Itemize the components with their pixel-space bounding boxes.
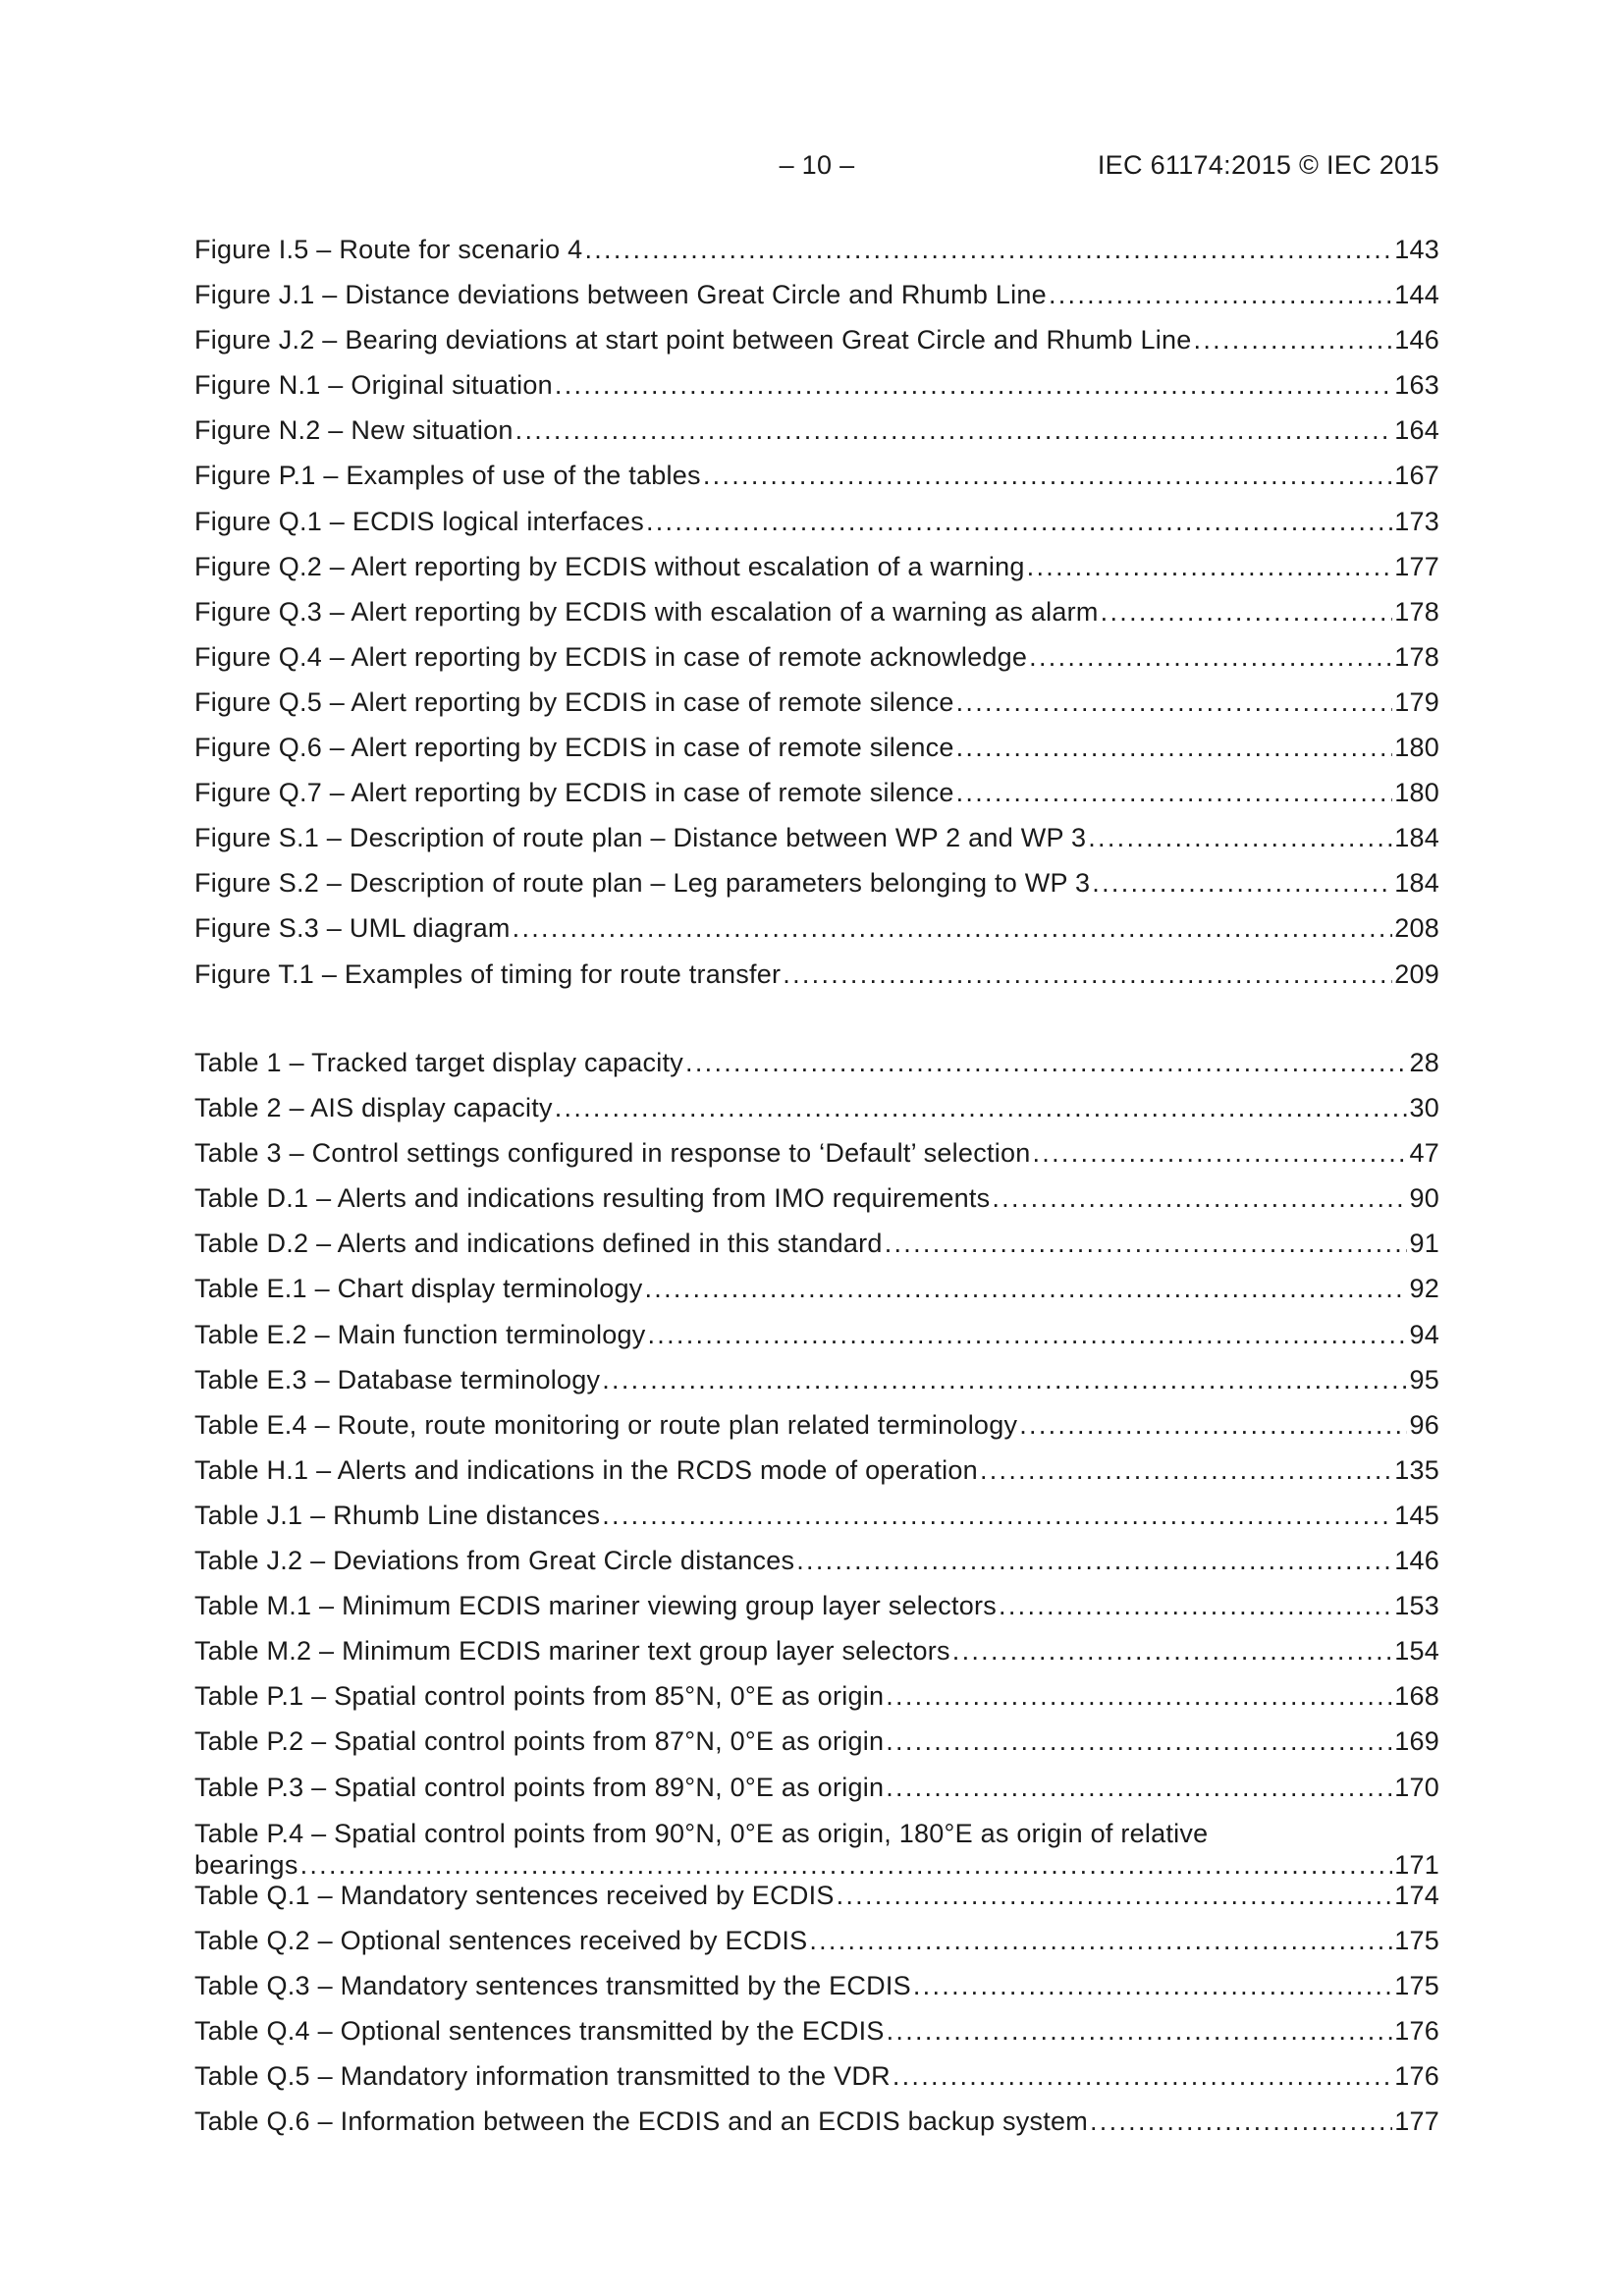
toc-entry[interactable]: [194, 823, 1439, 868]
toc-entry[interactable]: [194, 597, 1439, 642]
toc-entry[interactable]: [194, 1881, 1439, 1926]
toc-entry-label: Table H.1 – Alerts and indications in the RCDS mode of operation: [194, 1454, 978, 1485]
dot-leader: [602, 1365, 1407, 1395]
dot-leader: [886, 1726, 1392, 1757]
toc-entry[interactable]: [194, 1818, 1439, 1881]
toc-entry-page: 30: [1409, 1093, 1439, 1123]
toc-entry-label: Table E.1 – Chart display terminology: [194, 1274, 643, 1304]
toc-entry-label: Table D.2 – Alerts and indications defined in this standard: [194, 1229, 883, 1259]
dot-leader: [886, 1773, 1392, 1803]
dot-leader: [887, 2016, 1393, 2047]
toc-entry[interactable]: [194, 415, 1439, 461]
list-of-figures: [194, 235, 1439, 1005]
toc-entry[interactable]: [194, 1926, 1439, 1971]
document-reference: IEC 61174:2015 © IEC 2015: [1097, 150, 1439, 180]
dot-leader: [952, 1636, 1392, 1667]
toc-entry-page: 47: [1409, 1138, 1439, 1169]
dot-leader: [513, 913, 1393, 944]
toc-entry-page: 178: [1394, 596, 1439, 627]
dot-leader: [783, 959, 1392, 990]
toc-entry-page: 95: [1409, 1364, 1439, 1394]
toc-entry-label: Table 3 – Control settings configured in response to ‘Default’ selection: [194, 1138, 1031, 1169]
dot-leader: [956, 687, 1393, 718]
dot-leader: [685, 1048, 1407, 1078]
toc-entry-label: Figure Q.4 – Alert reporting by ECDIS in case of remote acknowledge: [194, 641, 1028, 672]
toc-entry-page: 174: [1394, 1880, 1439, 1910]
dot-leader: [555, 370, 1392, 401]
toc-entry-label: Figure S.2 – Description of route plan – Leg parameters belonging to WP 3: [194, 868, 1091, 899]
toc-entry[interactable]: [194, 733, 1439, 778]
toc-entry-page: 208: [1394, 913, 1439, 944]
dot-leader: [885, 1229, 1408, 1259]
toc-entry-label: Table Q.6 – Information between the ECDIS and an ECDIS backup system: [194, 2106, 1088, 2137]
toc-entry[interactable]: [194, 1365, 1439, 1410]
toc-entry[interactable]: [194, 1971, 1439, 2016]
toc-entry-label: Figure Q.5 – Alert reporting by ECDIS in case of remote silence: [194, 686, 954, 717]
toc-entry-label: Figure Q.1 – ECDIS logical interfaces: [194, 506, 644, 536]
toc-entry-page: 167: [1394, 461, 1439, 491]
toc-entry-page: 144: [1394, 280, 1439, 310]
dot-leader: [644, 1274, 1407, 1304]
toc-entry[interactable]: [194, 1501, 1439, 1546]
toc-entry[interactable]: [194, 1773, 1439, 1818]
toc-entry-label: Figure N.1 – Original situation: [194, 370, 553, 401]
toc-entry-page: 209: [1394, 958, 1439, 989]
dot-leader: [602, 1501, 1392, 1531]
dot-leader: [837, 1881, 1393, 1911]
toc-entry-page: 143: [1394, 235, 1439, 264]
toc-entry-page: 146: [1394, 1546, 1439, 1576]
dot-leader: [555, 1093, 1408, 1123]
toc-entry-page: 180: [1394, 778, 1439, 808]
toc-entry-label: Table E.2 – Main function terminology: [194, 1319, 646, 1349]
toc-entry-page: 176: [1394, 2060, 1439, 2091]
toc-entry-label: Figure J.2 – Bearing deviations at start point between Great Circle and Rhumb Line: [194, 325, 1192, 355]
toc-entry[interactable]: [194, 1048, 1439, 1093]
toc-entry[interactable]: [194, 1229, 1439, 1274]
toc-entry-label: Table P.3 – Spatial control points from 89°N, 0°E as origin: [194, 1772, 885, 1802]
toc-entry[interactable]: [194, 1726, 1439, 1772]
toc-entry[interactable]: [194, 461, 1439, 506]
toc-entry-page: 146: [1394, 325, 1439, 355]
toc-entry[interactable]: [194, 1093, 1439, 1138]
toc-entry-label: Table P.4 – Spatial control points from 90°N, 0°E as origin, 180°E as origin of relative: [194, 1818, 1209, 1848]
toc-entry-page: 28: [1409, 1048, 1439, 1077]
toc-entry[interactable]: [194, 2106, 1439, 2152]
toc-entry-label: Figure T.1 – Examples of timing for route transfer: [194, 958, 782, 989]
toc-entry-label: Figure S.1 – Description of route plan – Distance between WP 2 and WP 3: [194, 823, 1087, 853]
toc-entry[interactable]: [194, 2061, 1439, 2106]
dot-leader: [515, 415, 1393, 446]
toc-entry[interactable]: [194, 1681, 1439, 1726]
toc-entry-page: 171: [1394, 1849, 1439, 1880]
toc-entry[interactable]: [194, 235, 1439, 280]
toc-entry-label: Figure N.2 – New situation: [194, 415, 514, 446]
toc-entry[interactable]: [194, 1636, 1439, 1681]
toc-entry-label: Figure J.1 – Distance deviations between Great Circle and Rhumb Line: [194, 280, 1047, 310]
toc-entry-label: Table Q.3 – Mandatory sentences transmitted by the ECDIS: [194, 1970, 911, 2000]
dot-leader: [809, 1926, 1392, 1956]
dot-leader: [1194, 325, 1393, 355]
toc-entry-label: Figure Q.7 – Alert reporting by ECDIS in case of remote silence: [194, 778, 954, 808]
toc-entry-label: Figure S.3 – UML diagram: [194, 913, 511, 944]
dot-leader: [956, 733, 1393, 763]
toc-entry[interactable]: [194, 370, 1439, 415]
list-of-tables: [194, 1048, 1439, 2152]
toc-entry-page: 177: [1394, 551, 1439, 581]
toc-entry-page: 164: [1394, 415, 1439, 446]
toc-entry-page: 145: [1394, 1500, 1439, 1530]
dot-leader: [1029, 642, 1392, 673]
toc-entry[interactable]: [194, 1546, 1439, 1591]
toc-entry-label: Table 1 – Tracked target display capacity: [194, 1048, 684, 1077]
dot-leader: [886, 1681, 1392, 1712]
toc-entry-label: Table 2 – AIS display capacity: [194, 1093, 553, 1123]
dot-leader: [1027, 552, 1393, 582]
toc-entry-label: Table D.1 – Alerts and indications resulting from IMO requirements: [194, 1183, 991, 1214]
toc-entry-page: 184: [1394, 868, 1439, 899]
dot-leader: [980, 1455, 1392, 1486]
toc-entry-page: 153: [1394, 1591, 1439, 1621]
dot-leader: [646, 507, 1392, 537]
toc-entry[interactable]: [194, 778, 1439, 823]
toc-entry[interactable]: [194, 1455, 1439, 1501]
toc-entry-page: 184: [1394, 823, 1439, 853]
toc-entry-label: Figure I.5 – Route for scenario 4: [194, 235, 583, 264]
toc-entry[interactable]: [194, 507, 1439, 552]
toc-entry-label: Table M.2 – Minimum ECDIS mariner text group layer selectors: [194, 1636, 950, 1667]
toc-entry-page: 175: [1394, 1925, 1439, 1955]
page-number: – 10 –: [779, 150, 855, 180]
toc-entry[interactable]: [194, 280, 1439, 325]
toc-entry[interactable]: [194, 1320, 1439, 1365]
toc-entry[interactable]: [194, 1183, 1439, 1229]
toc-entry-page: 163: [1394, 370, 1439, 401]
toc-entry-page: 169: [1394, 1726, 1439, 1757]
toc-entry-label: Table Q.5 – Mandatory information transmitted to the VDR: [194, 2060, 891, 2091]
toc-entry-label: Figure Q.3 – Alert reporting by ECDIS with escalation of a warning as alarm: [194, 596, 1099, 627]
toc-entry-page: 173: [1394, 506, 1439, 536]
toc-entry[interactable]: [194, 325, 1439, 370]
toc-entry[interactable]: [194, 913, 1439, 958]
dot-leader: [1101, 597, 1393, 628]
toc-entry-label: Table Q.2 – Optional sentences received by ECDIS: [194, 1925, 808, 1955]
dot-leader: [648, 1320, 1408, 1350]
toc-entry-page: 175: [1394, 1970, 1439, 2000]
toc-entry-page: 94: [1409, 1319, 1439, 1349]
toc-entry[interactable]: [194, 868, 1439, 913]
dot-leader: [1090, 2106, 1392, 2137]
toc-entry-label: Table J.2 – Deviations from Great Circle distances: [194, 1546, 795, 1576]
toc-entry-page: 91: [1409, 1229, 1439, 1259]
dot-leader: [1088, 823, 1392, 853]
toc-entry-label: Table E.3 – Database terminology: [194, 1364, 601, 1394]
toc-entry-page: 170: [1394, 1772, 1439, 1802]
dot-leader: [1092, 868, 1392, 899]
dot-leader: [1019, 1410, 1407, 1441]
dot-leader: [1032, 1138, 1407, 1169]
toc-entry-page: 180: [1394, 733, 1439, 763]
toc-entry-page: 92: [1409, 1274, 1439, 1304]
toc-entry-page: 178: [1394, 641, 1439, 672]
toc-entry[interactable]: [194, 1274, 1439, 1319]
toc-entry-page: 90: [1409, 1183, 1439, 1214]
toc-entry-label: Table Q.4 – Optional sentences transmitted by the ECDIS: [194, 2015, 885, 2046]
toc-entry[interactable]: [194, 959, 1439, 1005]
toc-entry-label: Table J.1 – Rhumb Line distances: [194, 1500, 601, 1530]
toc-entry-label: Figure Q.6 – Alert reporting by ECDIS in case of remote silence: [194, 733, 954, 763]
toc-entry-page: 154: [1394, 1636, 1439, 1667]
dot-leader: [913, 1971, 1392, 2001]
toc-entry-page: 179: [1394, 686, 1439, 717]
toc-entry-page: 135: [1394, 1454, 1439, 1485]
toc-entry[interactable]: [194, 642, 1439, 687]
toc-entry-label: Figure P.1 – Examples of use of the tables: [194, 461, 701, 491]
dot-leader: [300, 1849, 1393, 1881]
toc-entry-page: 96: [1409, 1409, 1439, 1440]
dot-leader: [584, 235, 1392, 265]
toc-entry-label: Table P.1 – Spatial control points from 85°N, 0°E as origin: [194, 1681, 885, 1712]
toc-entry-label-continued: bearings: [194, 1849, 298, 1880]
toc-entry-label: Table M.1 – Minimum ECDIS mariner viewing group layer selectors: [194, 1591, 998, 1621]
toc-entry[interactable]: [194, 687, 1439, 733]
toc-entry-page: 176: [1394, 2015, 1439, 2046]
toc-entry-label: Table E.4 – Route, route monitoring or route plan related terminology: [194, 1409, 1018, 1440]
toc-entry[interactable]: [194, 1410, 1439, 1455]
dot-leader: [999, 1591, 1392, 1621]
page-header: [194, 150, 1439, 190]
dot-leader: [992, 1183, 1407, 1214]
toc-entry-page: 177: [1394, 2106, 1439, 2137]
dot-leader: [703, 461, 1392, 491]
toc-entry-label: Table Q.1 – Mandatory sentences received by ECDIS: [194, 1880, 835, 1910]
toc-entry[interactable]: [194, 552, 1439, 597]
dot-leader: [893, 2061, 1392, 2092]
dot-leader: [796, 1546, 1392, 1576]
dot-leader: [956, 778, 1393, 808]
toc-entry[interactable]: [194, 1591, 1439, 1636]
toc-entry[interactable]: [194, 2016, 1439, 2061]
toc-entry[interactable]: [194, 1138, 1439, 1183]
toc-entry-page: 168: [1394, 1681, 1439, 1712]
toc-entry-label: Table P.2 – Spatial control points from 87°N, 0°E as origin: [194, 1726, 885, 1757]
dot-leader: [1049, 280, 1392, 310]
toc-entry-label: Figure Q.2 – Alert reporting by ECDIS without escalation of a warning: [194, 551, 1025, 581]
